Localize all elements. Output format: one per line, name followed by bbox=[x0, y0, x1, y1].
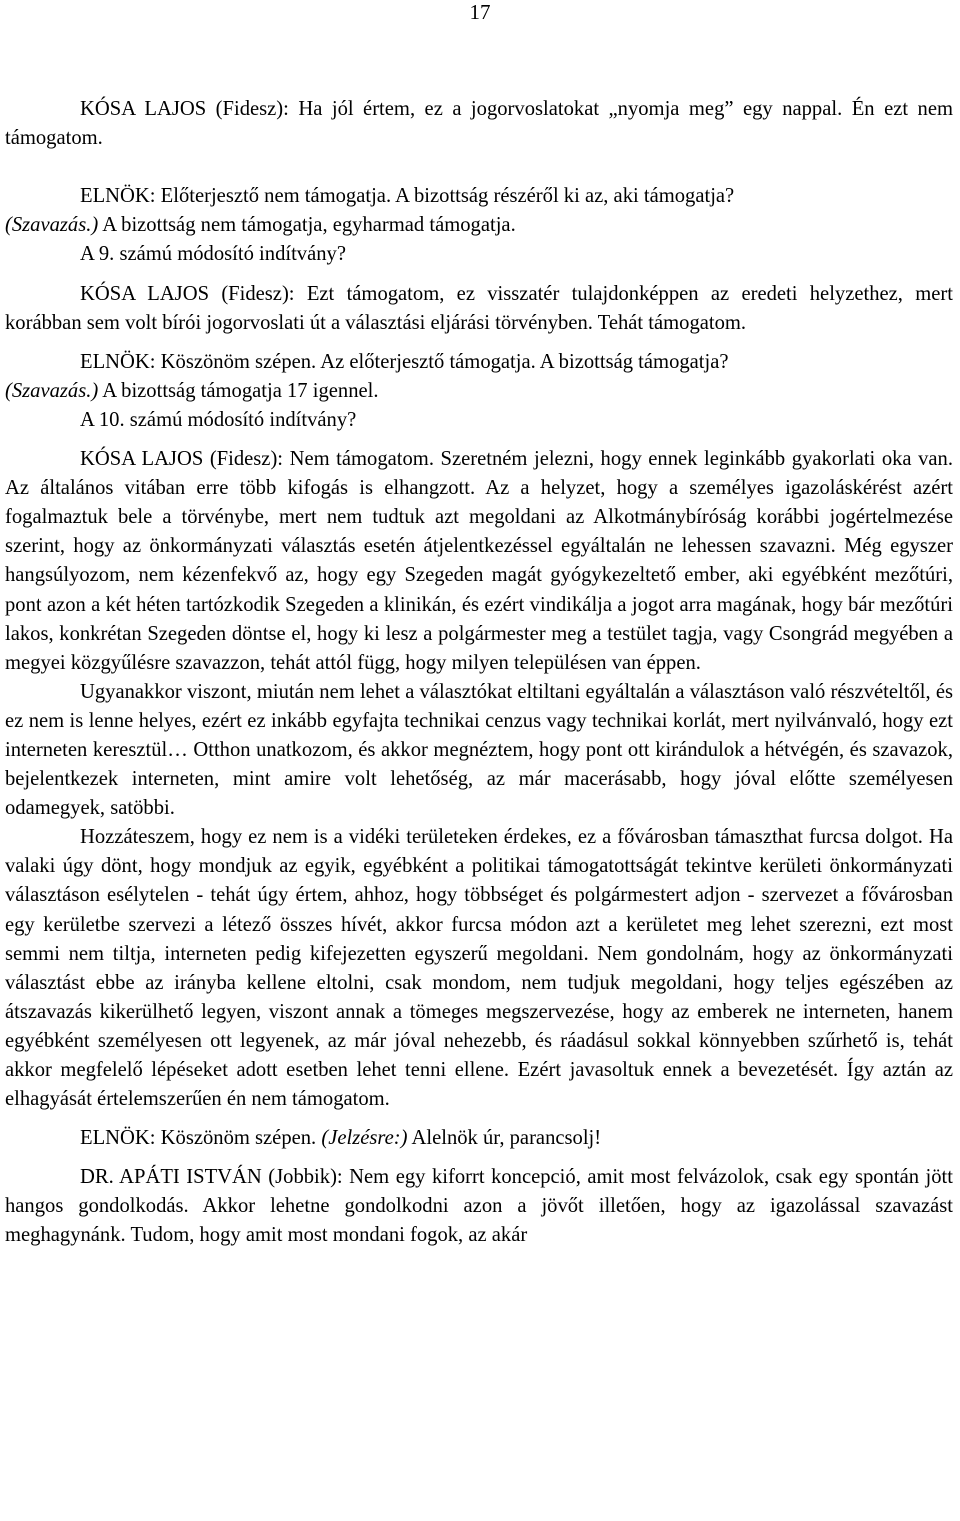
paragraph-elnok-1: ELNÖK: Előterjesztő nem támogatja. A bizottság részéről ki az, aki támogatja? bbox=[80, 185, 735, 208]
spacer bbox=[5, 1114, 953, 1124]
paragraph-apati-1: DR. APÁTI ISTVÁN (Jobbik): Nem egy kiforrt koncepció, amit most felvázolok, csak egy spontán jött hangos gondolkodás. Akkor lehetne gondolkodni azon a jövőt illetően, hogy az igazolással szavazást meghagynánk. Tudom, hogy amit most mondani fogok, az akár bbox=[5, 1166, 953, 1247]
vote-remark: (Szavazás.) bbox=[5, 379, 99, 402]
page-number: 17 bbox=[469, 0, 491, 24]
paragraph-kosa-4: Ugyanakkor viszont, miután nem lehet a választókat eltiltani egyáltalán a választáson való részvételtől, és ez nem is lenne helyes, ezért ez inkább egyfajta technikai cenzus vagy technikai korlát, mert nyilvánvaló, hogy ezt interneten keresztül… Otthon unatkozom, és akkor megnéztem, hogy pont ott kirándulok a hétvégén, és szavazok, bejelentkezek interneten, mint amire volt lehetőség, az már macerásabb, hogy jóval előtte személyesen odamegyek, satöbbi. bbox=[5, 680, 953, 820]
vote-result-text: A bizottság nem támogatja, egyharmad támogatja. bbox=[98, 214, 516, 237]
spacer bbox=[5, 270, 953, 280]
paragraph-kosa-3: KÓSA LAJOS (Fidesz): Nem támogatom. Szeretném jelezni, hogy ennek leginkább gyakorlati oka van. Az általános vitában erre több kifogás is elhangzott. Az a helyzet, hogy a személyes igazoláskérést azért fogalmaztuk bele a törvénybe, mert nem tudtuk azt megoldani az Alkotmánybíróság korábbi jogértelmezése szerint, hogy az önkormányzati választás esetén átjelentkezéssel egyáltalán ne lehessen szavazni. Még egyszer hangsúlyozom, nem kézenfekvő az, hogy egy Szegeden magát gyógykezeltető ember, aki egyébként mezőtúri, pont azon a két héten tartózkodik Szegeden a klinikán, és ezért vindikálja a jogot arra magának, hogy bár mezőtúri lakos, konkrétan Szegeden döntse el, hogy ki lesz a polgármester meg a testület tagja, vagy Csongrád megyében a megyei közgyűlésre szavazzon, tehát attól függ, hogy milyen településen van éppen. bbox=[5, 448, 953, 674]
paragraph-motion-9: A 9. számú módosító indítvány? bbox=[80, 243, 346, 266]
vote-remark: (Szavazás.) bbox=[5, 214, 99, 237]
paragraph-vote-result-2 bbox=[5, 377, 953, 406]
spacer bbox=[5, 435, 953, 445]
paragraph-kosa-1: KÓSA LAJOS (Fidesz): Ha jól értem, ez a jogorvoslatokat „nyomja meg” egy nappal. Én ezt nem támogatom. bbox=[5, 98, 953, 150]
paragraph-elnok-2: ELNÖK: Köszönöm szépen. Az előterjesztő támogatja. A bizottság támogatja? bbox=[80, 350, 729, 373]
spacer bbox=[5, 338, 953, 348]
paragraph-kosa-2: KÓSA LAJOS (Fidesz): Ezt támogatom, ez visszatér tulajdonképpen az eredeti helyzethez, mert korábban sem volt bírói jogorvoslati út a választási eljárási törvényben. Tehát támogatom. bbox=[5, 282, 953, 334]
paragraph-kosa-5: Hozzáteszem, hogy ez nem is a vidéki területeken érdekes, ez a fővárosban támaszthat furcsa dolgot. Ha valaki úgy dönt, hogy mondjuk az egyik, egyébként a politikai támogatottságát tekintve kerületi önkormányzati választáson esélytelen - tehát úgy értem, ahhoz, hogy többséget és polgármestert adjon - szervezet a fővárosban egy kerületbe szervezi a létező összes hívét, akkor furcsa módon azt a kerületet meg lehet szerezni, ezt most semmi nem tiltja, interneten pedig kifejezetten egyszerű megoldani. Nem gondolnám, hogy az önkormányzati választást ebbe az irányba kellene eltolni, csak mondom, nem tudjuk megoldani, hogy teljes egészében az átszavazás kikerülhető legyen, viszont annak a tömeges megszervezése, hogy az emberek ne interneten, hanem egyébként személyesen ott legyenek, az már jóval nehezebb, és ráadásul sokkal könnyebben szűrhető is, tehát akkor megfelelő lépéseket adott esetben lehet tenni ellene. Ezért javasoltuk ennek a bevezetését. Így aztán az elhagyását értelemszerűen én nem támogatom. bbox=[5, 826, 953, 1111]
spacer bbox=[5, 153, 953, 182]
document-body bbox=[5, 95, 953, 1251]
vote-result-text: A bizottság támogatja 17 igennel. bbox=[98, 379, 379, 402]
paragraph-motion-10: A 10. számú módosító indítvány? bbox=[80, 408, 357, 431]
paragraph-vote-result-1 bbox=[5, 211, 953, 240]
speaker-text: Alelnök úr, parancsolj! bbox=[407, 1127, 602, 1150]
spacer bbox=[5, 1153, 953, 1163]
paragraph-elnok-3 bbox=[5, 1124, 953, 1153]
speaker-text: ELNÖK: Köszönöm szépen. bbox=[80, 1127, 322, 1150]
stage-remark: (Jelzésre:) bbox=[321, 1127, 408, 1150]
